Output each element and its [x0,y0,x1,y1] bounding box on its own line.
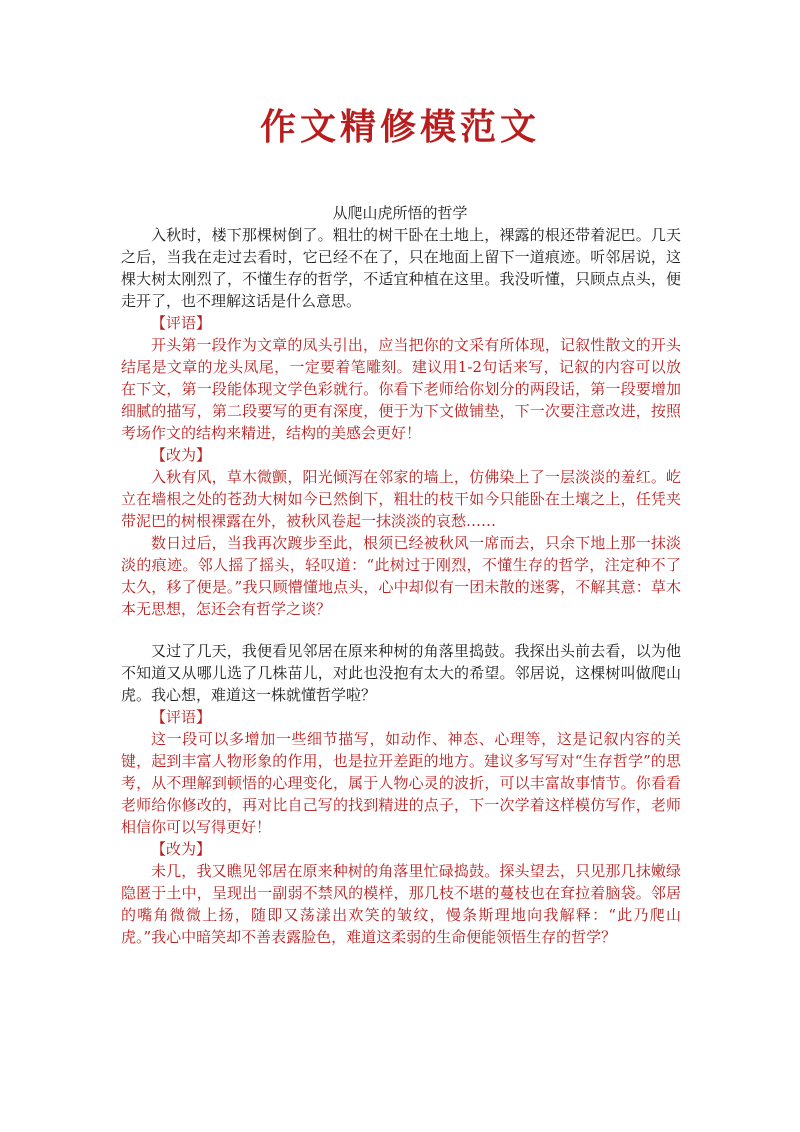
revision-paragraph: 数日过后，当我再次踱步至此，根须已经被秋风一席而去，只余下地上那一抹淡淡的痕迹。邻人摇了摇头，轻叹道：“此树过于刚烈，不懂生存的哲学，注定种不了太久，移了便是。”我只顾懵懂地点头，心中却似有一团未散的迷雾，不解其意：草木本无思想，怎还会有哲学之谈？ [121,534,681,618]
comment-paragraph: 开头第一段作为文章的凤头引出，应当把你的文采有所体现，记叙性散文的开头结尾是文章的龙头凤尾，一定要着笔雕刻。建议用1-2句话来写，记叙的内容可以放在下文，第一段能体现文学色彩就行。你看下老师给你划分的两段话，第一段要增加细腻的描写，第二段要写的更有深度，便于为下文做铺垫，下一次要注意改进，按照考场作文的结构来精进，结构的美感会更好！ [121,336,681,442]
comment-paragraph: 这一段可以多增加一些细节描写，如动作、神态、心理等，这是记叙内容的关键，起到丰富人物形象的作用，也是拉开差距的地方。建议多写写对“生存哲学”的思考，从不理解到顿悟的心理变化，属于人物心灵的波折，可以丰富故事情节。你看看老师给你修改的，再对比自己写的找到精进的点子，下一次学着这样模仿写作，老师相信你可以写得更好！ [121,730,681,836]
original-paragraph: 又过了几天，我便看见邻居在原来种树的角落里捣鼓。我探出头前去看，以为他不知道又从哪儿选了几株苗儿，对此也没抱有太大的希望。邻居说，这棵树叫做爬山虎。我心想，难道这一株就懂哲学啦？ [121,642,681,704]
revision-label: 【改为】 [151,840,212,858]
revision-paragraph: 入秋有风，草木微颤，阳光倾泻在邻家的墙上，仿佛染上了一层淡淡的羞红。屹立在墙根之处的苍劲大树如今已然倒下，粗壮的枝干如今只能卧在土壤之上，任凭夹带泥巴的树根裸露在外，被秋风卷起一抹淡淡的哀愁…… [121,468,681,530]
comment-label: 【评语】 [151,708,212,726]
essay-section-2 [121,640,681,948]
original-paragraph: 入秋时，楼下那棵树倒了。粗壮的树干卧在土地上，裸露的根还带着泥巴。几天之后，当我在走过去看时，它已经不在了，只在地面上留下一道痕迹。听邻居说，这棵大树太刚烈了，不懂生存的哲学，不适宜种植在这里。我没听懂，只顾点点头，便走开了，也不理解这话是什么意思。 [121,226,681,310]
essay-title: 从爬山虎所悟的哲学 [332,204,468,222]
essay-section-1 [121,224,681,620]
page-title: 作文精修模范文 [259,106,540,148]
comment-label: 【评语】 [151,314,212,332]
revision-paragraph: 未几，我又瞧见邻居在原来种树的角落里忙碌捣鼓。探头望去，只见那几抹嫩绿隐匿于土中，呈现出一副弱不禁风的模样，那几枝不堪的蔓枝也在耷拉着脑袋。邻居的嘴角微微上扬，随即又荡漾出欢笑的皱纹，慢条斯理地向我解释：“此乃爬山虎。”我心中暗笑却不善表露脸色，难道这柔弱的生命便能领悟生存的哲学？ [121,862,681,946]
revision-label: 【改为】 [151,446,212,464]
